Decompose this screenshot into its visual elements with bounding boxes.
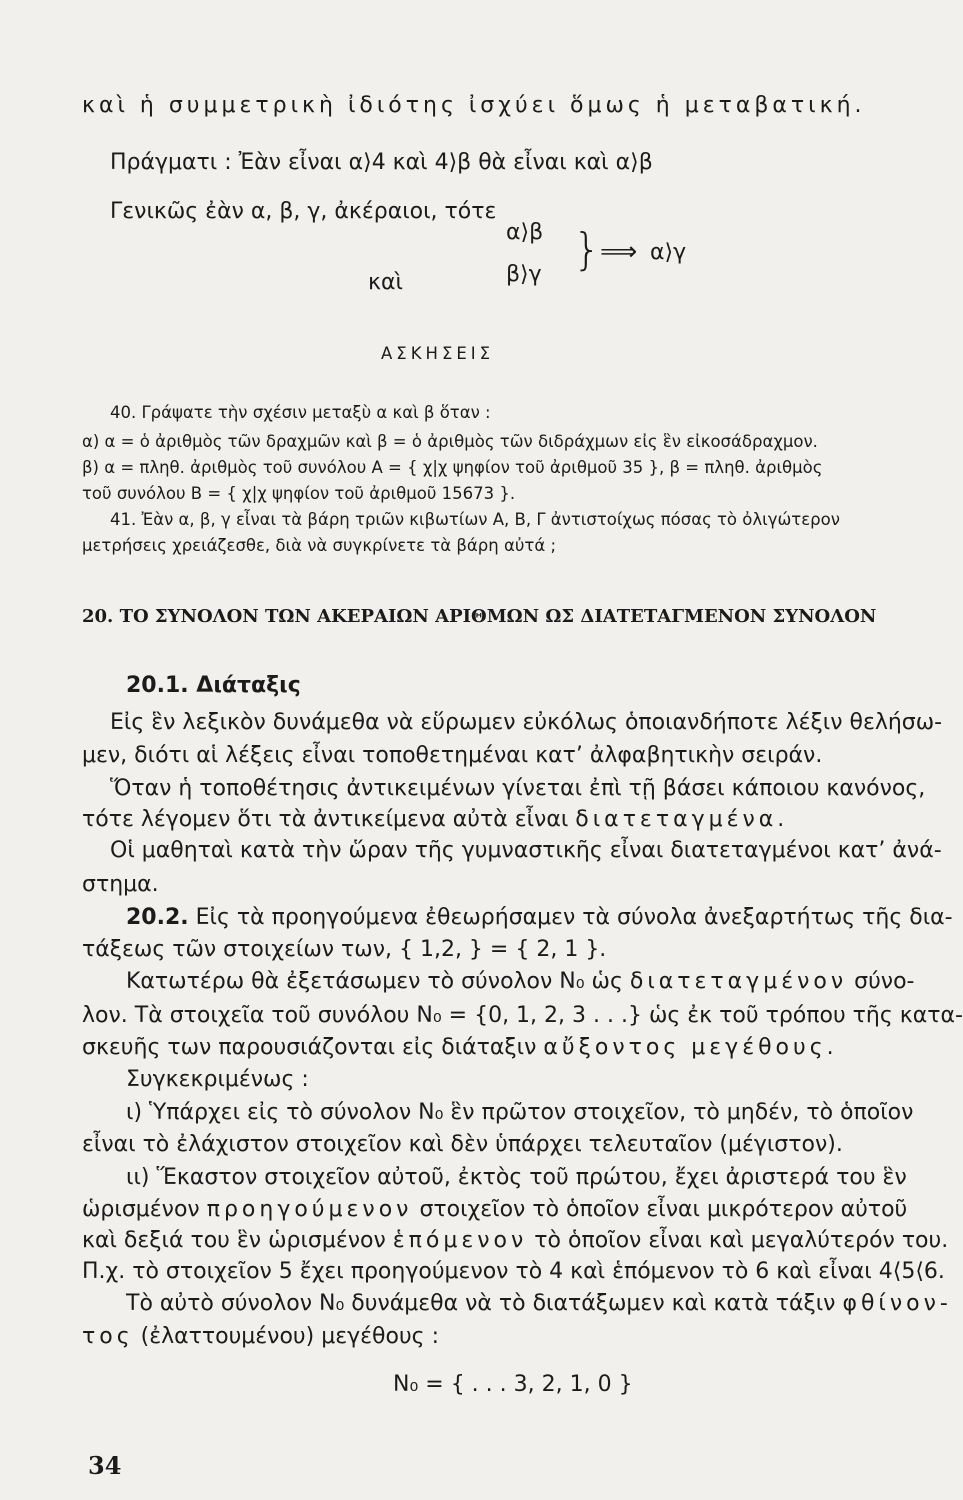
term-decreasing: φθίνον- xyxy=(842,1291,952,1316)
implication-and: καὶ xyxy=(368,270,403,295)
exercise-40-a: α) α = ὁ ἀριθμὸς τῶν δραχμῶν καὶ β = ὁ ἀριθμὸς τῶν διδράχμων εἰς ἓν εἰκοσάδραχμον. xyxy=(82,432,818,451)
subsection-20-1-title: 20.1. Διάταξις xyxy=(126,673,301,698)
page-number: 34 xyxy=(88,1451,122,1480)
s202-item-ii-line3 xyxy=(82,1228,948,1253)
s201-para-line1: Εἰς ἓν λεξικὸν δυνάμεθα νὰ εὕρωμεν εὐκόλως ὁποιανδήποτε λέξιν θελήσω- xyxy=(110,710,943,735)
exercise-40-intro: 40. Γράψατε τὴν σχέσιν μεταξὺ α καὶ β ὅταν : xyxy=(110,403,491,422)
s202-line5-text: σκευῆς των παρουσιάζονται εἰς διάταξιν xyxy=(82,1035,544,1060)
symmetry-line: καὶ ἡ συμμετρικὴ ἰδιότης ἰσχύει ὅμως ἡ μεταβατική. xyxy=(82,93,866,118)
s201-para-line6: στημα. xyxy=(82,872,159,897)
s202-para-line14 xyxy=(82,1324,439,1349)
s202-line1-text: Εἰς τὰ προηγούμενα ἐθεωρήσαμεν τὰ σύνολα ἀνεξαρτήτως τῆς δια- xyxy=(188,905,953,930)
term-predecessor: προηγούμενον xyxy=(206,1197,413,1222)
implication-premise-2: β⟩γ xyxy=(506,262,542,287)
term-decreasing-end: τος xyxy=(82,1324,134,1349)
s202-para-line13 xyxy=(126,1291,952,1316)
s202-line10-text-a: ὡρισμένον xyxy=(82,1197,207,1222)
s202-item-ii-line2 xyxy=(82,1197,907,1222)
s201-line4-text: τότε λέγομεν ὅτι τὰ ἀντικείμενα αὐτὰ εἶναι xyxy=(82,807,576,832)
section-20-title: 20. ΤΟ ΣΥΝΟΛΟΝ ΤΩΝ ΑΚΕΡΑΙΩΝ ΑΡΙΘΜΩΝ ΩΣ ΔΙΑΤΕΤΑΓΜΕΝΟΝ ΣΥΝΟΛΟΝ xyxy=(82,606,877,627)
s202-line13-text: Τὸ αὐτὸ σύνολον Ν₀ δυνάμεθα νὰ τὸ διατάξωμεν καὶ κατὰ τάξιν xyxy=(126,1291,843,1316)
example-line: Πράγματι : Ἐὰν εἶναι α⟩4 καὶ 4⟩β θὰ εἶναι καὶ α⟩β xyxy=(110,150,653,175)
exercise-40-b-line2: τοῦ συνόλου Β = { χ|χ ψηφίον τοῦ ἀριθμοῦ 15673 }. xyxy=(82,484,516,503)
implication-brace: } xyxy=(573,224,601,275)
s202-item-i-line1: ι) Ὑπάρχει εἰς τὸ σύνολον Ν₀ ἓν πρῶτον στοιχεῖον, τὸ μηδέν, τὸ ὁποῖον xyxy=(126,1100,914,1125)
s202-para-line5 xyxy=(82,1035,838,1060)
descending-set-formula: Ν₀ = { . . . 3, 2, 1, 0 } xyxy=(393,1372,633,1397)
s201-para-line2: μεν, διότι αἱ λέξεις εἶναι τοποθετημέναι κατ’ ἀλφαβητικὴν σειράν. xyxy=(82,743,823,768)
exercise-41-line1: 41. Ἐὰν α, β, γ εἶναι τὰ βάρη τριῶν κιβωτίων Α, Β, Γ ἀντιστοίχως πόσας τὸ ὀλιγώτερον xyxy=(110,510,840,529)
s201-para-line3: Ὅταν ἡ τοποθέτησις ἀντικειμένων γίνεται ἐπὶ τῇ βάσει κάποιου κανόνος, xyxy=(110,776,926,801)
exercises-title: ΑΣΚΗΣΕΙΣ xyxy=(381,344,495,363)
s202-para-line2: τάξεως τῶν στοιχείων των, { 1,2, } = { 2, 1 }. xyxy=(82,937,607,962)
implies-arrow-icon: ⟹ xyxy=(600,237,638,267)
exercise-40-b-line1: β) α = πληθ. ἀριθμὸς τοῦ συνόλου Α = { χ|χ ψηφίον τοῦ ἀριθμοῦ 35 }, β = πληθ. ἀριθμὸς xyxy=(82,458,823,477)
s202-item-i-line2: εἶναι τὸ ἐλάχιστον στοιχεῖον καὶ δὲν ὑπάρχει τελευταῖον (μέγιστον). xyxy=(82,1132,843,1157)
s201-para-line5: Οἱ μαθηταὶ κατὰ τὴν ὥραν τῆς γυμναστικῆς εἶναι διατεταγμένοι κατ’ ἀνά- xyxy=(110,838,942,863)
term-ordered-set: διατεταγμένον xyxy=(629,969,848,994)
s202-para-line3 xyxy=(126,969,915,994)
s202-item-ii-line1: ιι) Ἕκαστον στοιχεῖον αὐτοῦ, ἐκτὸς τοῦ πρώτου, ἔχει ἀριστερά του ἓν xyxy=(126,1165,907,1190)
general-line: Γενικῶς ἐὰν α, β, γ, ἀκέραιοι, τότε xyxy=(110,199,497,224)
s202-line14-text: (ἐλαττουμένου) μεγέθους : xyxy=(133,1324,440,1349)
s202-para-line4: λον. Τὰ στοιχεῖα τοῦ συνόλου Ν₀ = {0, 1, 2, 3 . . .} ὡς ἐκ τοῦ τρόπου τῆς κατα- xyxy=(82,1003,963,1028)
implication-premise-1: α⟩β xyxy=(506,220,544,245)
s202-line3-text-c: σύνο- xyxy=(847,969,915,994)
s202-para-line6: Συγκεκριμένως : xyxy=(126,1067,309,1092)
s202-line11-text-c: τὸ ὁποῖον εἶναι καὶ μεγαλύτερόν του. xyxy=(527,1228,949,1253)
s202-line11-text-a: καὶ δεξιά του ἓν ὡρισμένον xyxy=(82,1228,393,1253)
subsection-20-2-number: 20.2. xyxy=(126,905,189,930)
term-increasing-size: αὔξοντος μεγέθους. xyxy=(543,1035,838,1060)
s201-para-line4 xyxy=(82,807,788,832)
term-ordered: διατεταγμένα. xyxy=(575,807,789,832)
exercise-41-line2: μετρήσεις χρειάζεσθε, διὰ νὰ συγκρίνετε τὰ βάρη αὐτά ; xyxy=(82,536,557,555)
s202-line10-text-c: στοιχεῖον τὸ ὁποῖον εἶναι μικρότερον αὐτοῦ xyxy=(412,1197,908,1222)
implication-conclusion: α⟩γ xyxy=(650,240,687,265)
term-successor: ἑπόμενον xyxy=(392,1228,528,1253)
s202-para-line1 xyxy=(126,905,953,930)
s202-example-line: Π.χ. τὸ στοιχεῖον 5 ἔχει προηγούμενον τὸ 4 καὶ ἑπόμενον τὸ 6 καὶ εἶναι 4⟨5⟨6. xyxy=(82,1259,945,1284)
s202-line3-text-a: Κατωτέρω θὰ ἐξετάσωμεν τὸ σύνολον Ν₀ ὡς xyxy=(126,969,630,994)
